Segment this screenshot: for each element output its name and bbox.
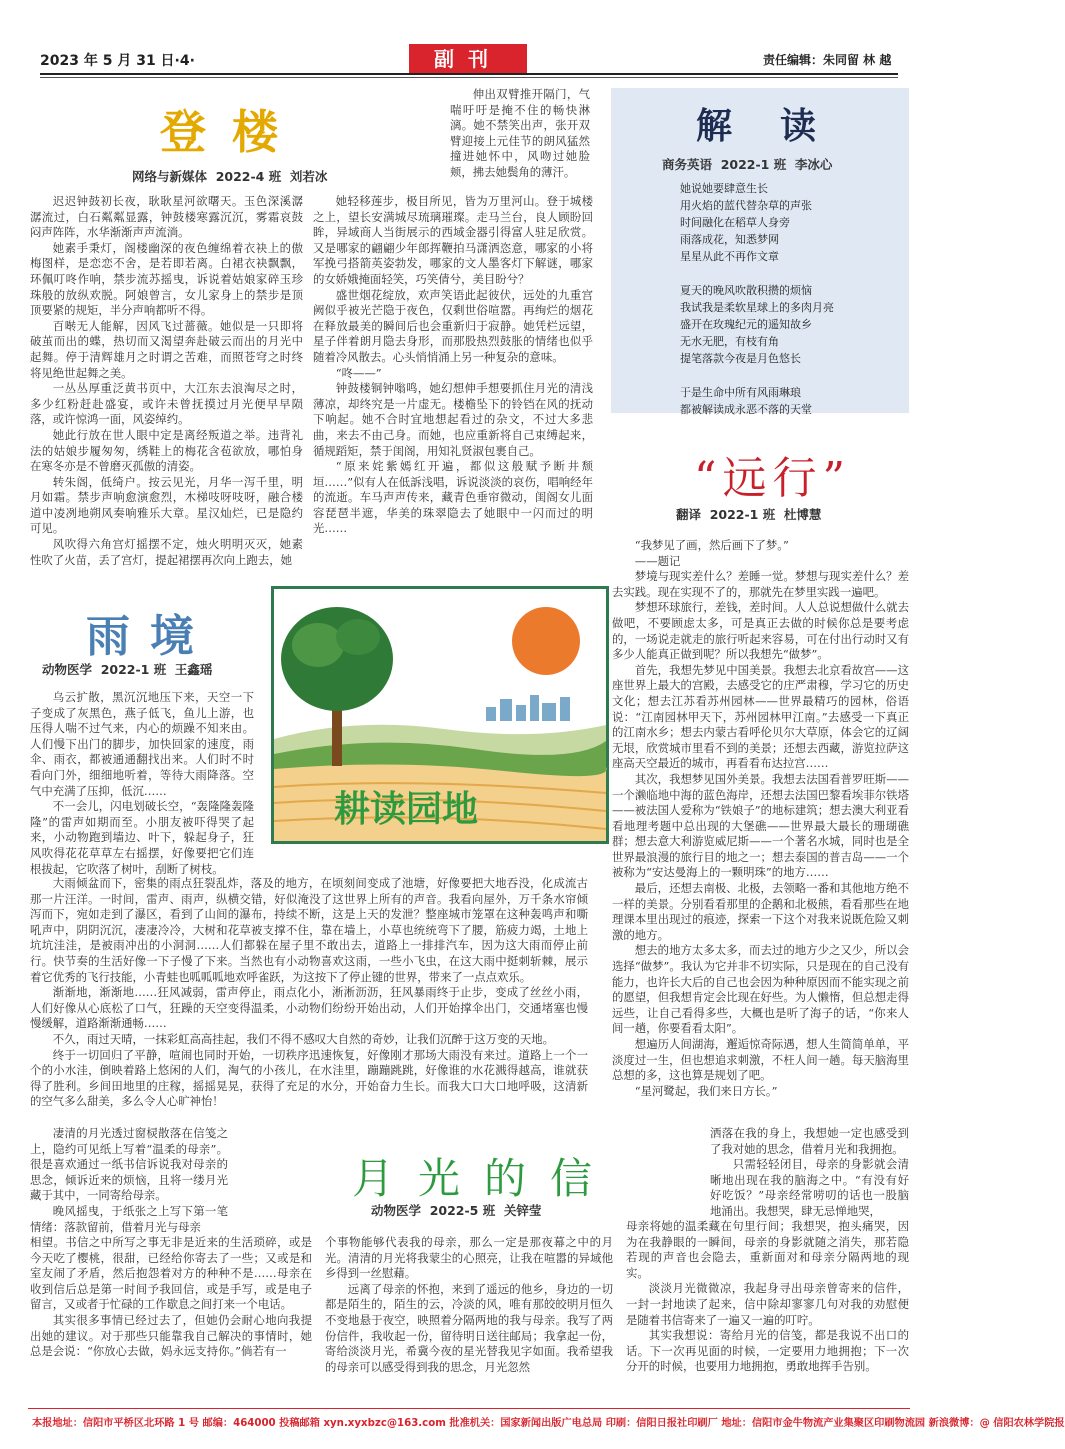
jiedu-poem bbox=[680, 180, 834, 418]
poem-line: 时间融化在稻草人身旁 bbox=[680, 216, 790, 229]
poem-line: 都被解读成永恶不落的天堂 bbox=[680, 403, 812, 416]
paragraph: 其次，我想梦见国外美景。我想去法国看普罗旺斯——一个濑临地中海的蓝色海岸，还想去法国巴黎看埃菲尔铁塔——被法国人爱称为“铁娘子”的地标建筑；想去澳大利亚看看地理考题中总出现的大堡礁——世界最大最长的珊瑚礁群；想去意大利游览威尼斯——一个著名水城，同时也是全世界最浪漫的旅行目的地之一；想去泰国的普吉岛——一个被称为“安达曼海上的一颗明珠”的地方…… bbox=[612, 771, 909, 880]
paragraph: 梦境与现实差什么？差睡一觉。梦想与现实差什么？差去实践。现在实现不了的，那就先在梦里实践一遍吧。 bbox=[612, 569, 909, 599]
deng-byline: 网络与新媒体 2022-4 班 刘若冰 bbox=[132, 169, 328, 184]
poem-line: 提笔落款今夜是月色悠长 bbox=[680, 352, 801, 365]
editor-credit: 责任编辑：朱同留 林 越 bbox=[763, 53, 892, 67]
deng-col1 bbox=[30, 194, 303, 568]
paragraph: 梦想环球旅行，差钱，差时间。人人总说想做什么就去做吧，不要顾虑太多，可是真正去做的时候你总是要考虑的，一场说走就走的旅行听起来容易，可在付出行动时又有多少人能真正做到呢？所以我想先“做梦”。 bbox=[612, 600, 909, 662]
paragraph: 她轻移莲步，极目所见，皆为万里河山。登于城楼之上，望长安满城尽琉璃璀璨。走马兰台，良人顾盼回眸，异域商人当街展示的西域金器引得富人驻足欣赏。又是哪家的翩翩少年郎挥鞭拍马潇洒恣意，哪家的小将军挽弓搭箭英姿勃发，哪家的文人墨客灯下解谜，哪家的女娇娥掩面轻笑，巧笑倩兮，美目盼兮？ bbox=[313, 194, 593, 286]
poem-line bbox=[680, 265, 834, 282]
poem-line: 我试我是柔软星球上的多肉月亮 bbox=[680, 301, 834, 314]
poem-line: 盛开在玫瑰纪元的遥知故乡 bbox=[680, 318, 812, 331]
paragraph: 首先，我想先梦见中国美景。我想去北京看故宫——这座世界上最大的宫殿，去感受它的庄严肃穆，学习它的历史文化；想去江苏看苏州园林——世界最精巧的园林，俗语说：“江南园林甲天下，苏州园林甲江南。”去感受一下真正的江南水乡；想去内蒙古看呼伦贝尔大草原，体会它的辽阔无垠，欣赏城市里看不到的美景；还想去西藏，游览拉萨这座高天空最近的城市，再看看布达拉宫…… bbox=[612, 662, 909, 771]
paragraph: “原来姹紫嫣红开遍，都似这般赋予断井颓垣……”似有人在低訴浅唱，诉说淡淡的哀伤，唱响经年的流逝。车马声声传来，藏青色垂帘微动，闺阁女儿面容琵琶半遮，华美的珠翠隐去了她眼中一闪而过的明光…… bbox=[313, 459, 593, 536]
poem-line: 她说她要肆意生长 bbox=[680, 182, 768, 195]
deng-title: 登楼 bbox=[160, 105, 304, 159]
paragraph: 一丛丛厚重泛黄书页中，大江东去浪淘尽之时，多少红粉赶赴盛宴，或许未曾抚摸过月光便早早陨落，或许惊鸿一面，风姿绰约。 bbox=[30, 381, 303, 427]
deng-col3 bbox=[313, 194, 593, 537]
paragraph: 想去的地方太多太多，而去过的地方少之又少，所以会选择“做梦”。我认为它并非不切实际，只是现在的自己没有能力，也许长大后的自己也会因为种种原因而不能实现之前的愿望，但我想肯定会比现在好些。为人懒惰，但总想走得远些，让自己看得多些，大概也是听了海子的话，“你来人间一趟，你要看看太阳”。 bbox=[612, 943, 909, 1036]
yuanxing-title: “远行” bbox=[694, 453, 851, 504]
paragraph: 风吹得六角宫灯摇摆不定，烛火明明灭灭，她素性吹了火苗，丢了宫灯，提起裙摆再次向上跑去，她 bbox=[30, 537, 303, 567]
paragraph: 其实很多事情已经过去了，但她仍会耐心地向我提出她的建议。对于那些只能靠我自己解决的事情时，她总是会说：“你放心去做，妈永远支持你。”倘若有一 bbox=[30, 1312, 312, 1359]
issue-date: 2023 年 5 月 31 日·4· bbox=[40, 53, 195, 69]
poem-line: 星星从此不再作文章 bbox=[680, 250, 779, 263]
poem-line: 无水无肥，有枝有角 bbox=[680, 335, 779, 348]
paragraph: 百啭无人能解，因风飞过蔷薇。她似是一只即将破茧而出的蝶，热切而又渴望奔赴破云而出的月光中起舞。停于清辉雄月之时谓之苦难，而照苍穹之时终将见绝世起舞之美。 bbox=[30, 318, 303, 380]
paragraph: 最后，还想去南极、北极，去领略一番和其他地方绝不一样的美景。分别看看那里的企鹅和北极熊，看看那些在地理课本里出现过的痕迹，探索一下这个对我来说既危险又刺激的地方。 bbox=[612, 881, 909, 942]
paragraph: 洒落在我的身上，我想她一定也感受到了我对她的思念，借着月光和我拥抱。 bbox=[710, 1126, 909, 1156]
paragraph: 乌云扩散，黑沉沉地压下来，天空一下子变成了灰黑色，燕子低飞，鱼儿上游，也压得人喘不过气来，内心的烦躁不知来由。人们慢下出门的脚步，加快回家的速度，雨伞、雨衣，都被通通翻找出来。人们时不时看向门外，细细地听着，等待大雨降落。空气中充满了压抑，低沉…… bbox=[30, 690, 254, 798]
yueguang-col1b bbox=[30, 1235, 312, 1360]
yuanxing-byline: 翻译 2022-1 班 杜博慧 bbox=[676, 507, 822, 522]
yujing-narrow bbox=[30, 690, 254, 877]
yujing-byline: 动物医学 2022-1 班 王鑫瑶 bbox=[42, 662, 213, 677]
paragraph: 不久，雨过天晴，一抹彩虹高高挂起，我们不得不感叹大自然的奇妙，让我们沉醉于这万变的天地。 bbox=[52, 1031, 554, 1046]
poem-line: 于是生命中所有风雨琳琅 bbox=[680, 386, 801, 399]
header-rule-thin bbox=[40, 77, 898, 78]
paragraph: 想遍历人间湖海，邂逅惊奇际遇，想人生简简单单，平淡度过一生，但也想追求刺激，不枉人间一趟。每天脑海里总想的多，这也算是规划了吧。 bbox=[612, 1037, 909, 1083]
gengdu-illustration bbox=[271, 586, 609, 844]
poem-line bbox=[680, 367, 834, 384]
paragraph: “星河鹭起，我们来日方长。” bbox=[634, 1083, 778, 1098]
paragraph: 渐渐地，渐渐地……狂风减弱，雷声停止，雨点化小，淅淅沥沥，狂风暴雨终于止步，变成了丝丝小雨，人们好像从心底松了口气，狂躁的天空变得温柔，小动物们纷纷开始出动，人们开始撑伞出门，交通堵塞也慢慢缓解，道路渐渐通畅…… bbox=[30, 985, 588, 1031]
paragraph: 母亲将她的温柔藏在句里行间；我想哭，抱头痛哭，因为在我静眼的一瞬间，母亲的身影就随之消失，那若隐若现的声音也会隐去，重新面对和母亲分隔两地的现实。 bbox=[626, 1219, 909, 1280]
gengdu-caption: 耕读园地 bbox=[334, 789, 479, 830]
poem-line: 雨落成花，知悉梦网 bbox=[680, 233, 779, 246]
yueguang-col2 bbox=[325, 1235, 613, 1375]
paragraph: 只需轻轻闭目，母亲的身影就会清晰地出现在我的脑海之中。“有没有好好吃饭？”母亲经常唠叨的话也一股脑地涌出。我想哭，肆无忌惮地哭， bbox=[710, 1157, 909, 1218]
paragraph: ——题记 bbox=[634, 553, 681, 568]
paragraph: 钟鼓楼铜钟嗡鸣，她幻想伸手想要抓住月光的清浅薄凉，却终究是一片虚无。楼檐坠下的铃铛在风的抚动下响起。她不合时宜地想起看过的杂文，不过大多悲曲，来去不由己身。而她，也应重新将自己束缚起来，循规蹈矩，禁于闺阁，用知礼贤淑包裹自己。 bbox=[313, 381, 593, 458]
jiedu-title: 解读 bbox=[696, 105, 865, 147]
yueguang-byline: 动物医学 2022-5 班 关锌莹 bbox=[371, 1203, 542, 1218]
yueguang-col3a bbox=[710, 1126, 909, 1220]
yueguang-title: 月光的信 bbox=[352, 1154, 617, 1203]
paragraph: “咚——” bbox=[335, 365, 382, 380]
paragraph: 晚风摇曳，于纸张之上写下第一笔情绪：落款留前，借着月光与母亲 bbox=[30, 1203, 228, 1234]
paragraph: 迟迟钟鼓初长夜，耿耿星河欲曙天。玉色深溪潺潺流过，白石粼粼显露，钟鼓楼寒露沉沉，雾霜哀鼓闷声阵阵，水华渐渐声声流淌。 bbox=[30, 194, 303, 240]
paragraph: “我梦见了画，然后画下了梦。” bbox=[634, 538, 789, 552]
paragraph: 她素手秉灯，阁楼幽深的夜色缠绵着衣袂上的傲梅图样，是恋恋不舍，是若即若离。白裙衣袂飘飘，环佩叮咚作响，禁步流苏摇曳，诉说着姑娘家碎玉珍珠般的放纵欢脱。阿娘曾言，女儿家身上的禁步是顶顶要紧的规矩，半分声响都听不得。 bbox=[30, 240, 303, 318]
section-badge: 副刊 bbox=[409, 44, 527, 74]
paragraph: 凄清的月光透过窗棂散落在信笺之上，隐约可见纸上写着“温柔的母亲”。很是喜欢通过一纸书信诉说我对母亲的思念，倾诉近来的烦恼，且将一缕月光藏于其中，一同寄给母亲。 bbox=[30, 1126, 228, 1203]
yuanxing-body bbox=[612, 538, 909, 1099]
footer-rule bbox=[28, 1408, 910, 1409]
paragraph: 终于一切回归了平静，喧闹也同时开始，一切秩序迅速恢复，好像刚才那场大雨没有来过。道路上一个一个的小水洼，倒映着路上悠闲的人们，淘气的小孩儿，在水洼里，蹦蹦跳跳，好像谁的水花溅得越高，谁就获得了胜利。乡间田地里的庄稼，摇摇晃晃，获得了充足的水分，开始奋力生长。而我大口大口地呼吸，这清新的空气多么甜美，多么令人心旷神怡！ bbox=[30, 1047, 588, 1109]
paragraph: 其实我想说：寄给月光的信笺，都是我说不出口的话。下一次再见面的时候，一定要用力地拥抱；下一次分开的时候，也要用力地拥抱，勇敢地挥手告别。 bbox=[626, 1328, 909, 1374]
yujing-title: 雨境 bbox=[86, 611, 214, 662]
paragraph: 盛世烟花绽放，欢声笑语此起彼伏，远处的九重宫阙似乎被光芒隐于夜色，仅剩世俗喧嚣。再绚烂的烟花在释放最美的瞬间后也会重新归于寂静。她凭栏远望，星子伴着朗月隐去身形，而那股热烈鼓胀的情绪也似乎随着冷风散去。心头悄悄涌上另一种复杂的意味。 bbox=[313, 287, 593, 364]
paragraph: 她此行放在世人眼中定是离经叛道之举。违背礼法的姑娘步履匆匆，绣鞋上的梅花含苞欲放，哪怕身在寒冬亦是不曾磨灭孤傲的清姿。 bbox=[30, 427, 303, 474]
yujing-wide bbox=[30, 876, 588, 1110]
paragraph: 大雨倾盆而下，密集的雨点狂裂乱炸，落及的地方，在顷刻间变成了池塘，好像要把大地吞没，化成流古那一片汪洋。一时间，雷声、雨声，纵横交错，好似淹没了这世界上所有的声音。我看向屋外，万千条水帘倾泻而下，宛如走到了瀑区，看到了山间的瀑布，持续不断，这是上天的发泄？整座城市笼罩在这种轰鸣声和嘶吼声中，阴阴沉沉，凄凄冷冷，大树和花草被支撑不住，靠在墙上，小草也统统弯下了腰，筋疲力竭，土地上坑坑洼洼，是被雨冲出的小洞洞……人们都躲在屋子里不敢出去，道路上一排排汽车，因为这大雨而停止前行。快节奏的生活好像一下子慢了下来。当然也有小动物喜欢这雨，一些小飞虫，在这大雨中挺刺斩棘，展示着它优秀的飞行技能，小青蛙也呱呱呱地欢呼雀跃，为这按下了停止键的世界，带来了一点点欢乐。 bbox=[30, 876, 588, 984]
paragraph: 伸出双臂推开隔门，气喘吁吁是掩不住的畅快淋漓。她不禁笑出声，张开双臂迎接上元佳节的朗风猛然撞进她怀中，风吻过她脸颊，拂去她鬓角的薄汗。 bbox=[450, 87, 590, 179]
poem-line: 夏天的晚风吹散积攒的烦恼 bbox=[680, 284, 812, 297]
yueguang-col1a bbox=[30, 1126, 228, 1235]
paragraph: 远离了母亲的怀抱，来到了遥远的他乡，身边的一切都是陌生的，陌生的云，冷淡的风，唯有那皎皎明月恒久不变地悬于夜空，映照着分隔两地的我与母亲。我写了两份信件，我收起一份，留待明日送往邮局；我拿起一份，寄给淡淡月光，希冀今夜的星光替我见字如面。我希望我的母亲可以感受得到我的思念，月光忽然 bbox=[325, 1281, 613, 1374]
paragraph: 不一会儿，闪电划破长空，“轰隆隆轰隆隆”的雷声如期而至。小朋友被吓得哭了起来，小动物跑到墙边、叶下，躲起身子，狂风吹得花花草草左右摇摆，好像要把它们连根拔起，它吹落了树叶，刮断了树枝。 bbox=[30, 799, 254, 876]
paragraph: 个事物能够代表我的母亲，那么一定是那夜幕之中的月光。清清的月光将我蒙尘的心照亮，让我在喧嚣的异域他乡得到一丝慰藉。 bbox=[325, 1235, 613, 1281]
paragraph: 淡淡月光微微凉，我起身寻出母亲曾寄来的信件，一封一封地读了起来，信中除却寥寥几句对我的劝慰便是随着书信寄来了一遍又一遍的叮咛。 bbox=[626, 1281, 909, 1327]
paragraph: 转朱阁，低绮户。按云见光，月华一泻千里，明月如霜。禁步声响愈演愈烈，木梯吱呀吱呀，融合楼道中凌冽地朔风奏响雅乐大章。星汉灿烂，已是隐约可见。 bbox=[30, 474, 303, 536]
paragraph: 相望。书信之中所写之事无非是近来的生活琐碎，或是今天吃了樱桃，很甜，已经给你寄去了一些；又或是和室友闹了矛盾，然后抱怨着对方的种种不是……母亲在收到信后总是第一时间予我回信，或是手写，或是电子留言，又或者于忙碌的工作歇息之间打来一个电话。 bbox=[30, 1235, 312, 1312]
poem-line: 用火焰的蓝代替杂草的声张 bbox=[680, 199, 812, 212]
footer-info: 本报地址：信阳市平桥区北环路 1 号 邮编：464000 投稿邮箱 xyn.xyxbzc@163.com 批准机关：国家新闻出版广电总局 印刷：信阳日报社印刷厂 地址：信阳市金牛物流产业集聚区印刷物流园 新浪微博：@ 信阳农林学院报 bbox=[32, 1418, 1065, 1429]
landscape-illustration bbox=[274, 589, 606, 841]
deng-col2 bbox=[450, 87, 590, 181]
yueguang-col3b bbox=[626, 1219, 909, 1375]
jiedu-byline: 商务英语 2022-1 班 李冰心 bbox=[662, 157, 833, 172]
header-rule bbox=[40, 73, 898, 75]
